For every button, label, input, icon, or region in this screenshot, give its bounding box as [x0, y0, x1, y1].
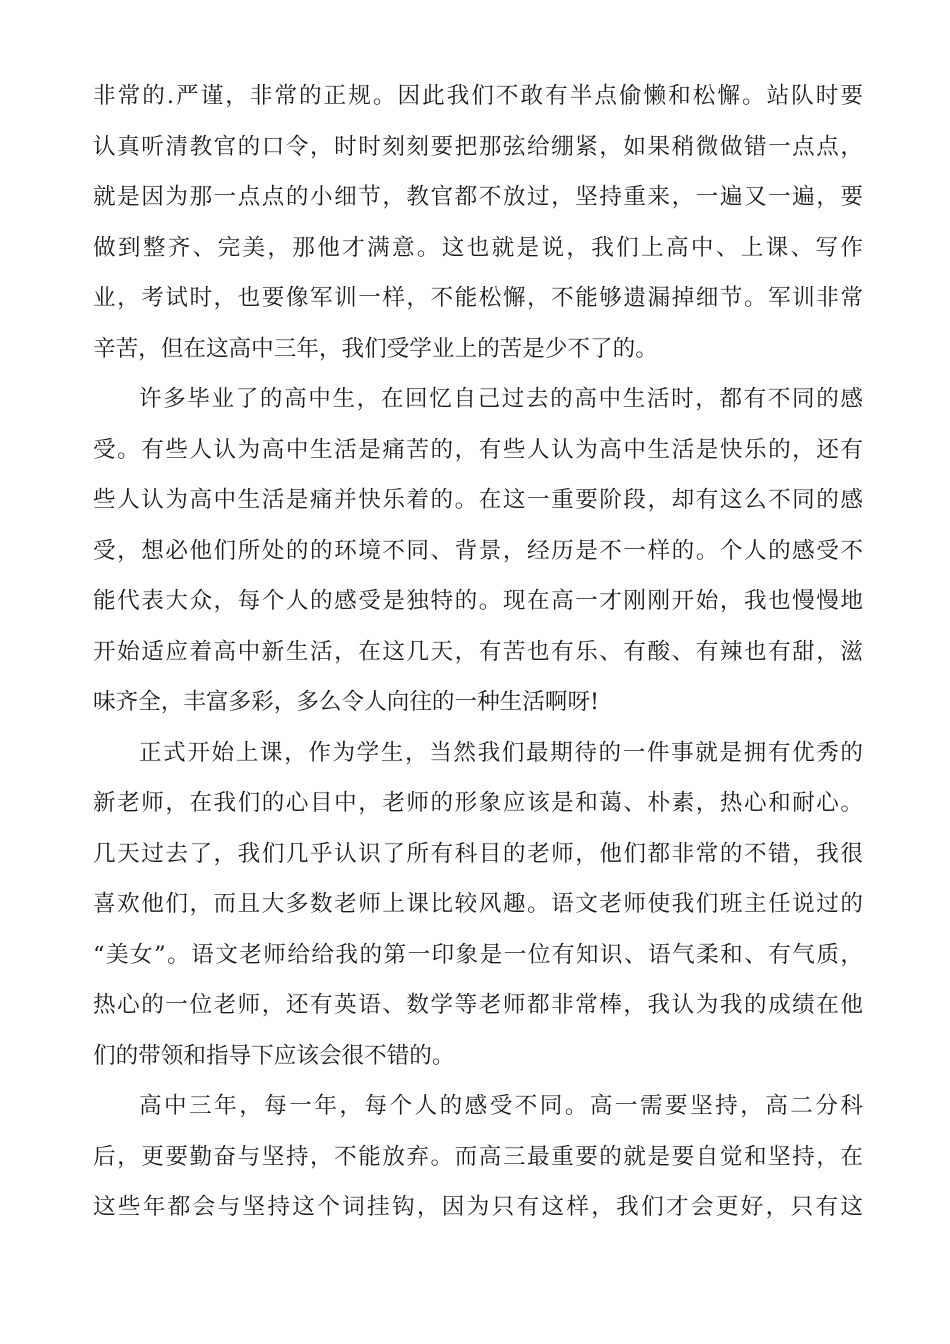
text-line: 喜欢他们，而且大多数老师上课比较风趣。语文老师使我们班主任说过的: [93, 891, 863, 917]
text-line: 能代表大众，每个人的感受是独特的。现在高一才刚刚开始，我也慢慢地: [93, 588, 863, 614]
text-line: 受。有些人认为高中生活是痛苦的，有些人认为高中生活是快乐的，还有: [93, 436, 863, 463]
text-line: 正式开始上课，作为学生，当然我们最期待的一件事就是拥有优秀的: [139, 739, 863, 766]
text-line: 新老师，在我们的心目中，老师的形象应该是和蔼、朴素，热心和耐心。: [93, 790, 863, 816]
text-line: 几天过去了，我们几乎认识了所有科目的老师，他们都非常的不错，我很: [93, 840, 863, 867]
paragraph: [93, 377, 863, 731]
text-line: 受，想必他们所处的的环境不同、背景，经历是不一样的。个人的感受不: [93, 537, 863, 564]
paragraph: [93, 74, 863, 377]
text-line: 些人认为高中生活是痛并快乐着的。在这一重要阶段，却有这么不同的感: [93, 487, 863, 513]
text-line: 许多毕业了的高中生，在回忆自己过去的高中生活时，都有不同的感: [139, 386, 863, 412]
text-line: 这些年都会与坚持这个词挂钩，因为只有这样，我们才会更好，只有这: [93, 1194, 863, 1220]
paragraph: [93, 731, 863, 1085]
text-line: 做到整齐、完美，那他才满意。这也就是说，我们上高中、上课、写作: [93, 234, 863, 261]
paragraph: [93, 1084, 863, 1236]
text-line: 开始适应着高中新生活，在这几天，有苦也有乐、有酸、有辣也有甜，滋: [93, 638, 863, 665]
body-text: [93, 74, 863, 1236]
text-line: 热心的一位老师，还有英语、数学等老师都非常棒，我认为我的成绩在他: [93, 992, 863, 1018]
text-line: 高中三年，每一年，每个人的感受不同。高一需要坚持，高二分科: [139, 1093, 863, 1119]
text-line: 辛苦，但在这高中三年，我们受学业上的苦是少不了的。: [93, 335, 658, 362]
text-line: 认真听清教官的口令，时时刻刻要把那弦给绷紧，如果稍微做错一点点，: [93, 133, 863, 160]
text-line: 味齐全，丰富多彩，多么令人向往的一种生活啊呀!: [93, 689, 600, 715]
text-line: “美女”。语文老师给给我的第一印象是一位有知识、语气柔和、有气质，: [93, 941, 863, 968]
text-line: 业，考试时，也要像军训一样，不能松懈，不能够遗漏掉细节。军训非常: [93, 285, 863, 311]
text-line: 就是因为那一点点的小细节，教官都不放过，坚持重来，一遍又一遍，要: [93, 184, 863, 210]
text-line: 非常的.严谨，非常的正规。因此我们不敢有半点偷懒和松懈。站队时要: [93, 83, 863, 109]
text-line: 们的带领和指导下应该会很不错的。: [93, 1042, 455, 1069]
text-line: 后，更要勤奋与坚持，不能放弃。而高三最重要的就是要自觉和坚持，在: [93, 1143, 863, 1170]
